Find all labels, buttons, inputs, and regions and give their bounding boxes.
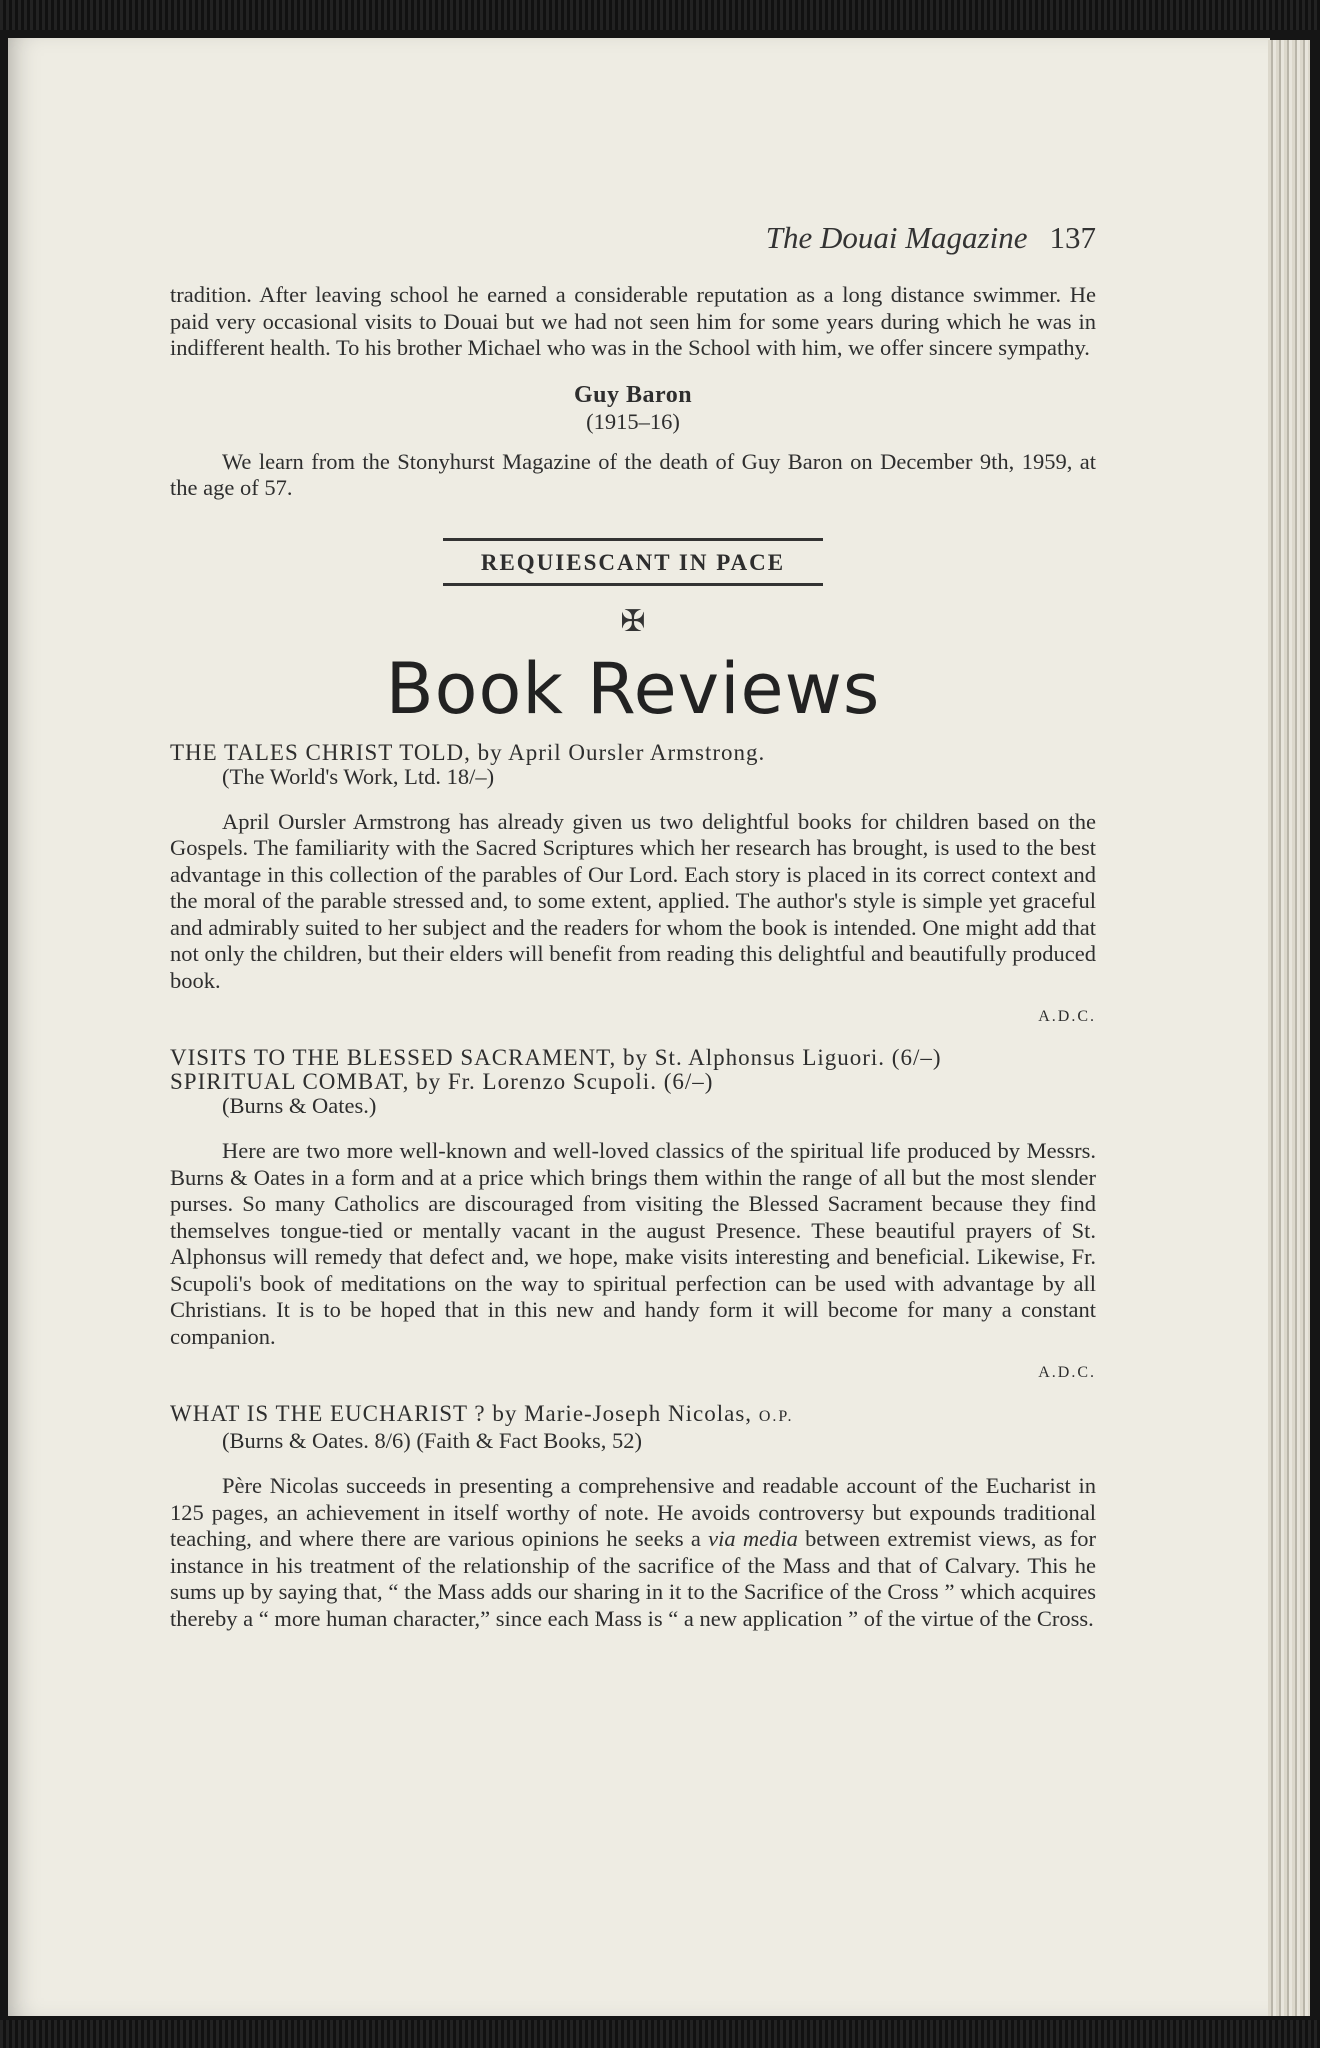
page-content [170,282,1096,1632]
review-2-initials: A.D.C. [1038,1364,1096,1381]
obituary-continued-paragraph: tradition. After leaving school he earned a considerable reputation as a long distance swimmer. He paid very occasional visits to Douai but we had not seen him for some years during which he was in indifferent health. To his brother Michael who was in the School with him, we offer sincere sympathy. [170,282,1096,360]
page-number: 137 [1049,220,1096,255]
rule-bottom [443,583,823,586]
requiescant-block [443,538,823,586]
review-3-heading [170,1402,1096,1429]
running-head [700,220,1096,256]
magazine-title: The Douai Magazine [765,220,1028,255]
cross-icon: ✠ [620,604,646,638]
review-1-initials: A.D.C. [1038,1008,1096,1025]
review-1-body: April Oursler Armstrong has already given us two delightful books for children based on the Gospels. The familiarity with the Sacred Scriptures which her research has brought, is used to the best advantage in this collection of the parables of Our Lord. Each story is placed in its correct context and the moral of the parable stressed and, to some extent, applied. The author's style is simple yet graceful and admirably suited to her subject and the readers for whom the book is intended. One might add that not only the children, but their elders will benefit from reading this delightful and beautifully produced book. [170,808,1097,993]
review-1-publisher: (The World's Work, Ltd. 18/–) [222,763,495,789]
review-2-publisher: (Burns & Oates.) [222,1093,377,1118]
review-3-heading-text: WHAT IS THE EUCHARIST ? by Marie-Joseph Nicolas, [170,1401,753,1426]
review-2 [170,1046,1096,1382]
review-3-body-part-2: between extremist views, as for instance in his treatment of the relationship of the sacrifice of the Mass and that of Calvary. This he sums up by saying that, “ the Mass adds our sharing in it to the Sacrifice of the Cross ” which acquires thereby a “ more human character,” since each Mass is “ a new application ” of the virtue of the Cross. [170,1526,1097,1631]
review-2-body: Here are two more well-known and well-loved classics of the spiritual life produced by Messrs. Burns & Oates in a form and at a price which brings them within the range of all but the most slender purses. So many Catholics are discouraged from visiting the Blessed Sacrament because they find themselves tongue-tied or mentally vacant in the august Presence. These beautiful prayers of St. Alphonsus will remedy that defect and, we hope, make visits interesting and beneficial. Likewise, Fr. Scupoli's book of meditations on the way to spiritual perfection can be used with advantage by all Christians. It is to be hoped that in this new and handy form it will become for many a constant companion. [170,1138,1096,1349]
binding-top-edge [0,0,1320,30]
review-3 [170,1402,1096,1632]
obituary-years: (1915–16) [586,408,680,434]
review-2-heading-2: SPIRITUAL COMBAT, by Fr. Lorenzo Scupoli. (6/–) [170,1069,714,1094]
review-3-publisher: (Burns & Oates. 8/6) (Faith & Fact Books, 52) [222,1428,642,1453]
review-1 [170,741,1096,1027]
page-edges [1268,40,1310,2016]
review-2-heading-1: VISITS TO THE BLESSED SACRAMENT, by St. Alphonsus Liguori. (6/–) [170,1045,942,1070]
binding-bottom-edge [0,2020,1320,2048]
section-title: Book Reviews [385,647,881,730]
requiescant-heading: REQUIESCANT IN PACE [480,549,786,575]
review-3-heading-order: O.P. [758,1408,794,1425]
review-3-body-part-1: Père Nicolas succeeds in presenting a comprehensive and readable account of the Eucharist in 125 pages, an achievement in itself worthy of note. He avoids controversy but expounds traditional teaching, and where there are various opinions he seeks a [170,1473,1096,1551]
review-1-heading: THE TALES CHRIST TOLD, by April Oursler Armstrong. [170,739,766,765]
obituary-text: We learn from the Stonyhurst Magazine of the death of Guy Baron on December 9th, 1959, at the age of 57. [170,448,1096,500]
review-3-body [170,1473,1096,1632]
review-3-body-italic: via media [708,1526,798,1551]
obituary-name: Guy Baron [573,381,693,408]
